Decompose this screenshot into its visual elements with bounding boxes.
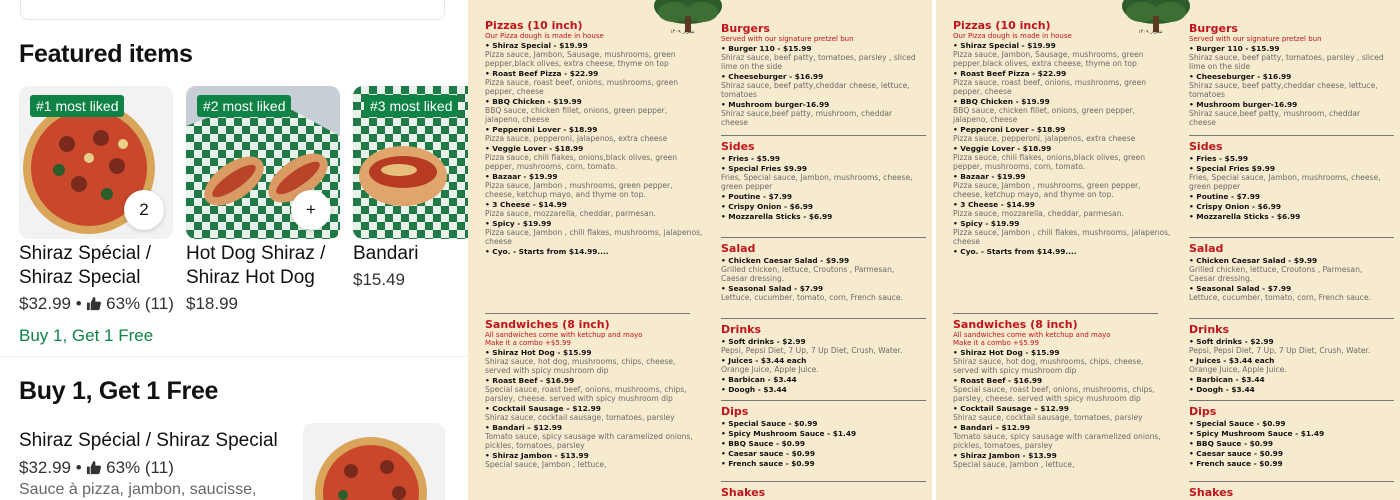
menu-item-description: Tomato sauce, spicy sausage with caramelized onions, pickles, tomatoes, parsley <box>485 432 693 450</box>
menu-item-description: Pizza sauce, Jambon , mushrooms, green pepper, cheese, ketchup mayo, and thyme on top. <box>485 181 673 199</box>
menu-item-name: • Shiraz Jambon - $13.99 <box>953 451 1057 460</box>
logo-caption: شیراز ۱۴۰۹ <box>1138 29 1163 35</box>
menu-item-description: Pizza sauce, chili flakes, onions,black olives, green pepper, mushrooms, corn, tomato. <box>485 153 678 171</box>
item-price: $32.99 • <box>19 458 82 477</box>
menu-item-name: • Seasonal Salad - $7.99 <box>721 284 824 293</box>
menu-item-name: • Shiraz Hot Dog - $15.99 <box>953 348 1060 357</box>
menu-item-name: • Spicy Mushroom Sauce - $1.49 <box>1189 429 1325 438</box>
section-rule <box>1189 318 1394 319</box>
menu-item-name: • Cheeseburger - $16.99 <box>721 72 824 81</box>
section-note: Our Pizza dough is made in house <box>953 32 1072 40</box>
menu-item-name: • 3 Cheese - $14.99 <box>953 200 1035 209</box>
menu-item-name: • Pepperoni Lover - $18.99 <box>485 125 598 134</box>
item-image-pizza <box>19 86 173 239</box>
menu-item-name: • Shiraz Hot Dog - $15.99 <box>485 348 592 357</box>
promo-label: Buy 1, Get 1 Free <box>19 326 154 345</box>
section-rule <box>1189 481 1394 482</box>
menu-item-name: • Barbican - $3.44 <box>721 375 797 384</box>
menu-item-name: • Roast Beef - $16.99 <box>485 376 575 385</box>
section-title: Sandwiches (8 inch) <box>485 318 610 331</box>
section-rule <box>1189 237 1394 238</box>
most-liked-badge: #2 most liked <box>197 95 291 117</box>
item-name: Shiraz Spécial / Shiraz Special <box>19 243 152 288</box>
menu-item-description: Tomato sauce, spicy sausage with caramelized onions, pickles, tomatoes, parsley <box>953 432 1161 450</box>
menu-item-description: Pizza sauce, roast beef, onions, mushrooms, green pepper, cheese <box>485 78 679 96</box>
section-title: Sides <box>721 140 755 153</box>
menu-item-name: • BBQ Sauce - $0.99 <box>1189 439 1273 448</box>
menu-item-name: • Cocktail Sausage – $12.99 <box>485 404 601 413</box>
menu-item-name: • Bandari – $12.99 <box>953 423 1030 432</box>
section-divider <box>0 356 468 357</box>
menu-page-1 <box>468 0 932 500</box>
menu-item-description: BBQ sauce, chicken fillet, onions, green pepper, jalapeno, cheese <box>485 106 668 124</box>
menu-item-name: • Shiraz Special - $19.99 <box>953 41 1056 50</box>
menu-item-description: Pizza sauce, Jambon , chili flakes, mushrooms, jalapenos, cheese <box>953 228 1171 246</box>
menu-item-description: Shiraz sauce,beef patty, mushroom, cheddar cheese <box>721 109 893 127</box>
menu-item-name: • Roast Beef Pizza - $22.99 <box>953 69 1067 78</box>
section-title: Shakes <box>721 486 766 499</box>
featured-item-hot-dog[interactable] <box>186 86 340 314</box>
menu-item-name: • Seasonal Salad - $7.99 <box>1189 284 1292 293</box>
menu-item-name: • Special Fries $9.99 <box>1189 164 1276 173</box>
section-title: Shakes <box>1189 486 1234 499</box>
menu-item-name: • Cheeseburger - $16.99 <box>1189 72 1292 81</box>
menu-item-name: • Barbican - $3.44 <box>1189 375 1265 384</box>
menu-item-description: Lettuce, cucumber, tomato, corn, French sauce. <box>1189 293 1371 302</box>
menu-item-description: Pizza sauce, Jambon , chili flakes, mushrooms, jalapenos, cheese <box>485 228 703 246</box>
menu-item-description: Special sauce, roast beef, onions, mushrooms, chips, parsley, cheese. served with spicy mushroom dip <box>953 385 1155 403</box>
menu-item-name: • Special Sauce - $0.99 <box>1189 419 1286 428</box>
bogo-title: Buy 1, Get 1 Free <box>19 377 219 405</box>
item-price: $18.99 <box>186 294 238 313</box>
menu-item-description: Orange Juice, Apple Juice. <box>1189 365 1287 374</box>
menu-item-name: • Burger 110 - $15.99 <box>1189 44 1280 53</box>
menu-item-description: Special sauce, Jambon , lettuce, <box>953 460 1075 469</box>
menu-item-name: • Cocktail Sausage – $12.99 <box>953 404 1069 413</box>
menu-section <box>1189 395 1389 468</box>
menu-item-description: Special sauce, Jambon , lettuce, <box>485 460 607 469</box>
bogo-item-image[interactable] <box>303 423 445 500</box>
menu-section <box>721 232 921 302</box>
menu-item-description: Pizza sauce, Jambon , mushrooms, green pepper, cheese, ketchup mayo, and thyme on top. <box>953 181 1141 199</box>
menu-item-description: Fries, Special sauce, Jambon, mushrooms, cheese, green pepper <box>721 173 913 191</box>
menu-item-name: • Special Fries $9.99 <box>721 164 808 173</box>
menu-item-name: • Juices - $3.44 each <box>721 356 807 365</box>
bogo-item-price-rating <box>19 458 174 478</box>
menu-item-description: Shiraz sauce, hot dog, mushrooms, chips, cheese, served with spicy mushroom dip <box>953 357 1144 375</box>
menu-item-description: Pizza sauce, chili flakes, onions,black olives, green pepper, mushrooms, corn, tomato. <box>953 153 1146 171</box>
item-name: Bandari <box>353 243 419 264</box>
section-rule <box>721 400 926 401</box>
menu-item-description: Grilled chicken, lettuce, Croutons , Parmesan, Caesar dressing. <box>721 265 895 283</box>
menu-item-name: • French sauce - $0.99 <box>1189 459 1283 468</box>
menu-item-name: • Roast Beef Pizza - $22.99 <box>485 69 599 78</box>
menu-item-description: Pizza sauce, roast beef, onions, mushrooms, green pepper, cheese <box>953 78 1147 96</box>
store-panel <box>0 0 468 500</box>
section-title: Burgers <box>1189 22 1238 35</box>
menu-item-name: • Mozzarella Sticks - $6.99 <box>1189 212 1301 221</box>
menu-section <box>1189 22 1389 127</box>
menu-item-description: Pepsi, Pepsi Diet, 7 Up, 7 Up Diet, Crush, Water. <box>721 346 903 355</box>
menu-item-name: • Mozzarella Sticks - $6.99 <box>721 212 833 221</box>
menu-item-name: • Juices - $3.44 each <box>1189 356 1275 365</box>
menu-item-name: • Doogh - $3.44 <box>1189 385 1255 394</box>
menu-section <box>1189 232 1389 302</box>
menu-item-description: Orange Juice, Apple Juice. <box>721 365 819 374</box>
section-rule <box>721 135 926 136</box>
menu-item-name: • Pepperoni Lover - $18.99 <box>953 125 1066 134</box>
menu-item-name: • Poutine - $7.99 <box>721 192 792 201</box>
menu-item-description: Pizza sauce, pepperoni, jalapenos, extra cheese <box>485 134 668 143</box>
menu-item-name: • Cyo. - Starts from $14.99.... <box>485 247 609 256</box>
menu-item-description: Pizza sauce, Jambon, Sausage, mushrooms, green pepper,black olives, extra cheese, thyme on top <box>485 50 676 68</box>
menu-item-name: • Roast Beef - $16.99 <box>953 376 1043 385</box>
menu-section <box>721 22 921 127</box>
section-rule <box>721 237 926 238</box>
menu-item-name: • Poutine - $7.99 <box>1189 192 1260 201</box>
menu-item-description: Shiraz sauce, cocktail sausage, tomatoes, parsley <box>485 413 675 422</box>
section-title: Drinks <box>721 323 762 336</box>
section-rule <box>485 313 690 314</box>
menu-item-name: • Cyo. - Starts from $14.99.... <box>953 247 1077 256</box>
item-price: $32.99 • <box>19 294 82 313</box>
thumbs-up-icon <box>86 460 101 475</box>
section-note: Make it a combo +$5.99 <box>953 339 1039 347</box>
menu-item-name: • Chicken Caesar Salad - $9.99 <box>721 256 850 265</box>
menu-item-name: • Veggie Lover - $18.99 <box>485 144 584 153</box>
menu-item-description: Shiraz sauce, hot dog, mushrooms, chips, cheese, served with spicy mushroom dip <box>485 357 676 375</box>
menu-item-description: Shiraz sauce,beef patty, mushroom, cheddar cheese <box>1189 109 1361 127</box>
featured-item-shiraz-special[interactable] <box>19 86 173 346</box>
item-image-hotdog <box>186 86 340 239</box>
featured-item-bandari[interactable] <box>353 86 468 290</box>
menu-item-name: • Burger 110 - $15.99 <box>721 44 812 53</box>
menu-section <box>721 313 921 394</box>
section-rule <box>1189 135 1394 136</box>
item-price: $15.49 <box>353 270 405 289</box>
menu-item-name: • Mushroom burger-16.99 <box>1189 100 1298 109</box>
menu-item-name: • Shiraz Jambon - $13.99 <box>485 451 589 460</box>
item-image-sandwich <box>353 86 468 239</box>
section-rule <box>721 318 926 319</box>
menu-item-description: Shiraz sauce, beef patty,cheddar cheese, lettuce, tomatoes <box>721 81 910 99</box>
section-title: Burgers <box>721 22 770 35</box>
menu-item-name: • Spicy - $19.99 <box>953 219 1020 228</box>
menu-item-name: • BBQ Chicken - $19.99 <box>953 97 1050 106</box>
menu-section <box>485 19 703 256</box>
menu-item-description: Special sauce, roast beef, onions, mushrooms, chips, parsley, cheese. served with spicy mushroom dip <box>485 385 687 403</box>
menu-item-description: Lettuce, cucumber, tomato, corn, French sauce. <box>721 293 903 302</box>
bogo-item-description: Sauce à pizza, jambon, saucisse, <box>19 481 257 498</box>
item-price-rating <box>19 294 173 314</box>
menu-section <box>485 308 703 469</box>
thumbs-up-icon <box>86 296 101 311</box>
menu-item-description: Pizza sauce, Jambon, Sausage, mushrooms, green pepper,black olives, extra cheese, thyme on top <box>953 50 1144 68</box>
menu-section <box>953 308 1171 469</box>
menu-item-name: • Doogh - $3.44 <box>721 385 787 394</box>
menu-item-name: • Fries - $5.99 <box>721 154 781 163</box>
section-title: Dips <box>721 405 749 418</box>
menu-section <box>721 476 921 499</box>
menu-item-name: • Crispy Onion - $6.99 <box>1189 202 1281 211</box>
section-note: All sandwiches come with ketchup and mayo <box>953 331 1111 339</box>
menu-item-description: Pizza sauce, mozzarella, cheddar, parmesan. <box>953 209 1124 218</box>
logo-caption: شیراز ۱۴۰۹ <box>670 29 695 35</box>
section-title: Pizzas (10 inch) <box>953 19 1051 32</box>
menu-page-2 <box>936 0 1400 500</box>
menu-item-name: • Bandari – $12.99 <box>485 423 562 432</box>
menu-item-name: • 3 Cheese - $14.99 <box>485 200 567 209</box>
menu-item-name: • Caesar sauce - $0.99 <box>721 449 815 458</box>
menu-item-name: • Shiraz Special - $19.99 <box>485 41 588 50</box>
menu-item-description: Shiraz sauce, beef patty, tomatoes, parsley , sliced lime on the side <box>1189 53 1384 71</box>
menu-section <box>1189 130 1389 221</box>
menu-section <box>721 395 921 468</box>
section-note: Our Pizza dough is made in house <box>485 32 604 40</box>
featured-title: Featured items <box>19 40 193 68</box>
menu-section <box>953 19 1171 256</box>
section-title: Salad <box>721 242 756 255</box>
menu-item-name: • Spicy - $19.99 <box>485 219 552 228</box>
menu-section <box>721 130 921 221</box>
item-rating: 63% (11) <box>106 294 174 313</box>
menu-item-description: Pizza sauce, mozzarella, cheddar, parmesan. <box>485 209 656 218</box>
section-note: Served with our signature pretzel bun <box>721 35 854 43</box>
menu-section <box>1189 476 1389 499</box>
menu-item-name: • BBQ Chicken - $19.99 <box>485 97 582 106</box>
section-rule <box>721 481 926 482</box>
menu-item-description: BBQ sauce, chicken fillet, onions, green pepper, jalapeno, cheese <box>953 106 1136 124</box>
section-note: All sandwiches come with ketchup and mayo <box>485 331 643 339</box>
quantity-button[interactable]: 2 <box>124 190 164 230</box>
section-title: Pizzas (10 inch) <box>485 19 583 32</box>
menu-item-description: Shiraz sauce, beef patty,cheddar cheese, lettuce, tomatoes <box>1189 81 1378 99</box>
most-liked-badge: #3 most liked <box>364 95 458 117</box>
menu-item-description: Shiraz sauce, cocktail sausage, tomatoes, parsley <box>953 413 1143 422</box>
section-title: Sandwiches (8 inch) <box>953 318 1078 331</box>
most-liked-badge: #1 most liked <box>30 95 124 117</box>
menu-item-name: • Crispy Onion - $6.99 <box>721 202 813 211</box>
menu-item-name: • Spicy Mushroom Sauce - $1.49 <box>721 429 857 438</box>
item-rating: 63% (11) <box>106 458 174 477</box>
section-title: Salad <box>1189 242 1224 255</box>
menu-item-name: • Special Sauce - $0.99 <box>721 419 818 428</box>
menu-item-name: • BBQ Sauce - $0.99 <box>721 439 805 448</box>
menu-item-name: • Veggie Lover - $18.99 <box>953 144 1052 153</box>
menu-item-name: • Fries - $5.99 <box>1189 154 1249 163</box>
section-rule <box>1189 400 1394 401</box>
add-button[interactable]: + <box>291 190 331 230</box>
section-note: Served with our signature pretzel bun <box>1189 35 1322 43</box>
menu-item-description: Pepsi, Pepsi Diet, 7 Up, 7 Up Diet, Crush, Water. <box>1189 346 1371 355</box>
menu-section <box>1189 313 1389 394</box>
menu-item-name: • Caesar sauce - $0.99 <box>1189 449 1283 458</box>
section-title: Dips <box>1189 405 1217 418</box>
menu-item-description: Grilled chicken, lettuce, Croutons , Parmesan, Caesar dressing. <box>1189 265 1363 283</box>
section-rule <box>953 313 1158 314</box>
info-card[interactable] <box>20 0 445 20</box>
section-title: Drinks <box>1189 323 1230 336</box>
menu-item-description: Shiraz sauce, beef patty, tomatoes, parsley , sliced lime on the side <box>721 53 916 71</box>
bogo-item-name[interactable]: Shiraz Spécial / Shiraz Special <box>19 430 278 451</box>
menu-item-name: • Bazaar - $19.99 <box>953 172 1026 181</box>
menu-item-name: • Chicken Caesar Salad - $9.99 <box>1189 256 1318 265</box>
menu-item-name: • Soft drinks - $2.99 <box>1189 337 1274 346</box>
menu-item-name: • Soft drinks - $2.99 <box>721 337 806 346</box>
menu-item-name: • French sauce - $0.99 <box>721 459 815 468</box>
item-name: Hot Dog Shiraz / Shiraz Hot Dog <box>186 243 326 288</box>
menu-item-name: • Mushroom burger-16.99 <box>721 100 830 109</box>
section-title: Sides <box>1189 140 1223 153</box>
menu-item-description: Fries, Special sauce, Jambon, mushrooms, cheese, green pepper <box>1189 173 1381 191</box>
menu-item-description: Pizza sauce, pepperoni, jalapenos, extra cheese <box>953 134 1136 143</box>
menu-item-name: • Bazaar - $19.99 <box>485 172 558 181</box>
section-note: Make it a combo +$5.99 <box>485 339 571 347</box>
